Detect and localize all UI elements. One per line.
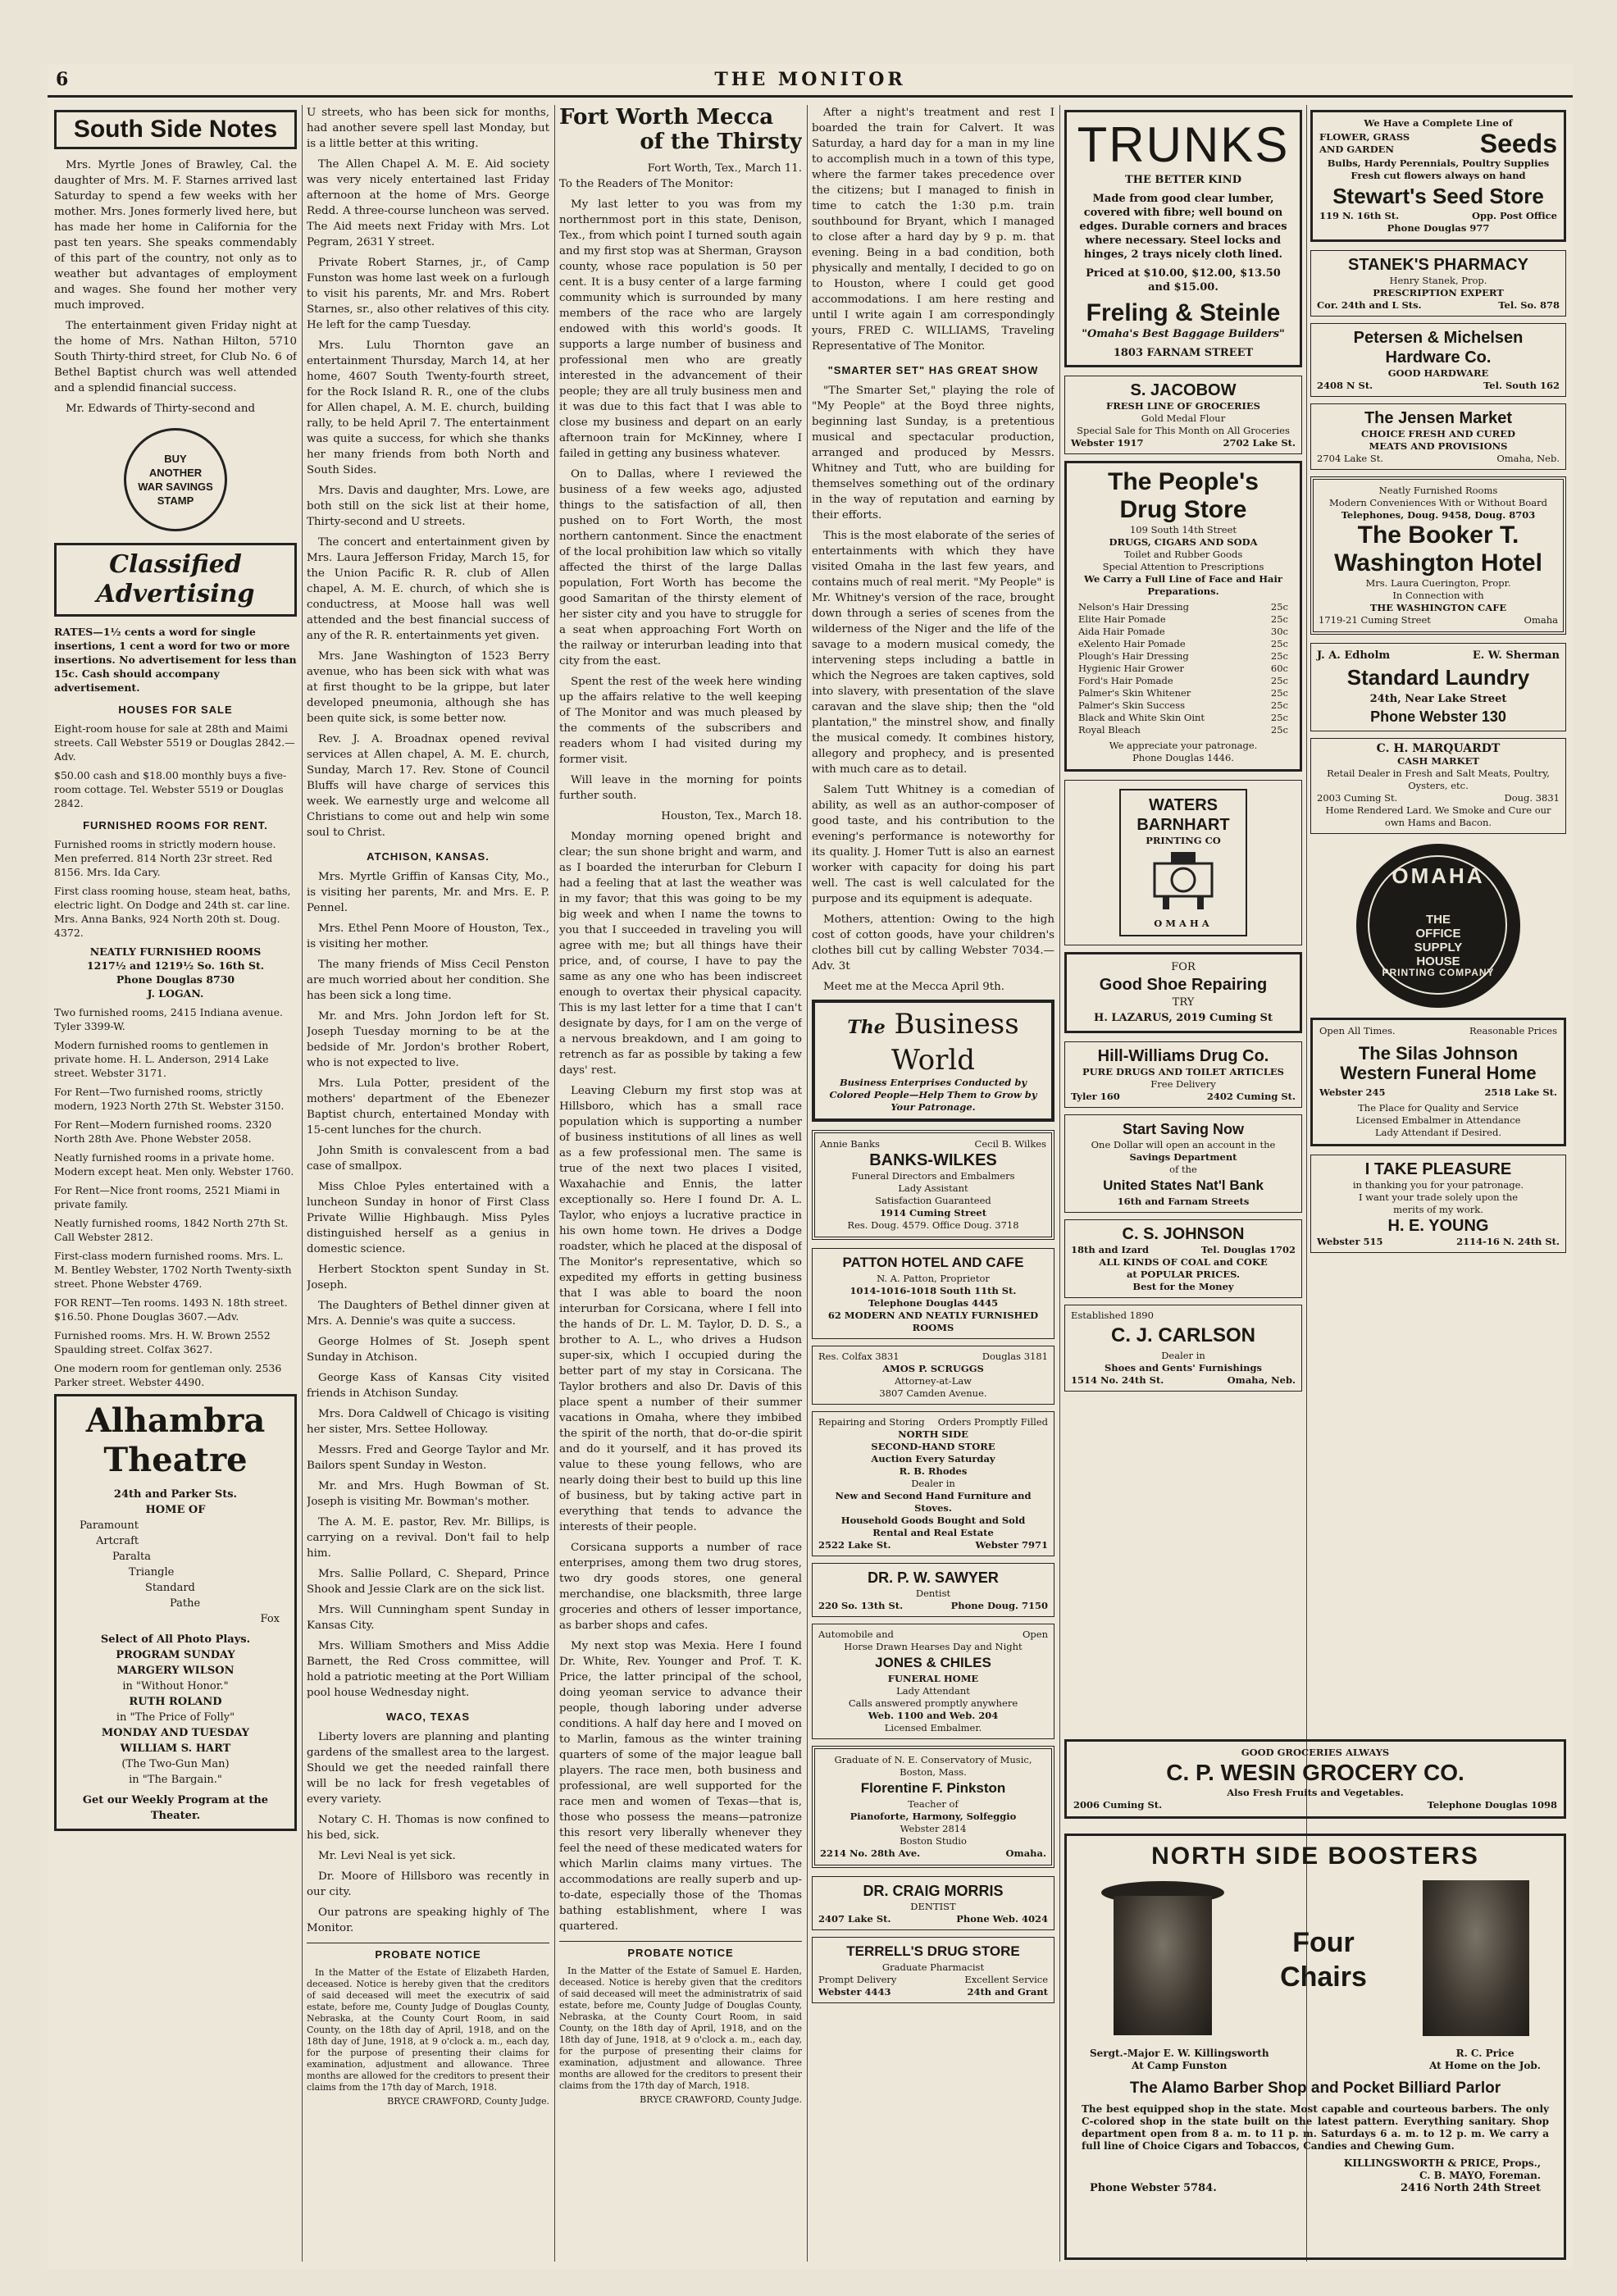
newspaper-title: THE MONITOR: [714, 69, 906, 90]
classified-ad: Furnished rooms in strictly modern house. Men preferred. 814 North 23r street. Red 8156. Mrs. Ida Cary.: [54, 838, 276, 878]
pinkston-music-teacher-ad: Graduate of N. E. Conservatory of Music, Boston, Mass. Florentine F. Pinkston Teacher of Pianoforte, Harmony, Solfeggio Webster 2814 Boston Studio 2214 No. 28th Ave. Omaha.: [812, 1746, 1054, 1868]
probate-notice-heading: PROBATE NOTICE: [627, 1947, 734, 1959]
marquardt-cash-market-ad: C. H. MARQUARDT CASH MARKET Retail Dealer in Fresh and Salt Meats, Poultry, Oysters, etc. 2003 Cuming St. Doug. 3831 Home Rendered Lard. We Smoke and Cure our own Hams and Bacon.: [1310, 738, 1566, 834]
petersen-michelsen-hardware-ad: Petersen & Michelsen Hardware Co. GOOD HARDWARE 2408 N St. Tel. South 162: [1310, 323, 1566, 397]
article-paragraph: Leaving Cleburn my first stop was at Hillsboro, which has a small race population which is supporting a number of business institutions of all lines as well as a few professional men. The same is true of the next two places I visited, Waxahachie and Ennis, the latter exceptionally so. Here I found Dr. A. L. Taylor, who enjoys a lucrative practice in his own home town. He drives a Dodge roadster, which he placed at the disposal of The Monitor's representative, which so expedited my efforts in getting business that I was able to board the noon interurban for Corsicana, where I fell into the hands of Dr. L. M. Taylor, D. D. S., a brother to A. L., who drives a Hudson super-six, which I occupied during the better part of my stay in Corsicana. The Taylor brothers and also Dr. Davis of this place spent a number of their summer vacations in Omaha, where they imbibed the spirit of the north, that do-or-die spirit and do it yourself, and it has proved its value to these young fellows, who are nearly doing their best to build up this line of business, but by taking active part in everything that tends to advance the interests of their people.: [559, 1085, 802, 1533]
dateline: Houston, Tex., March 18.: [661, 810, 802, 822]
jones-chiles-funeral-home-ad: Automobile and Open Horse Drawn Hearses Day and Night JONES & CHILES FUNERAL HOME Lady Attendant Calls answered promptly anywhere Web. 1100 and Web. 204 Licensed Embalmer.: [812, 1624, 1054, 1739]
article-paragraph: Mrs. Dora Caldwell of Chicago is visiting her sister, Mrs. Settee Holloway.: [307, 1408, 549, 1436]
killingsworth-portrait: [1101, 1881, 1224, 2039]
article-paragraph: Mrs. Davis and daughter, Mrs. Lowe, are both still on the sick list at their home, Thirty-second and U streets.: [307, 485, 549, 528]
article-paragraph: The Daughters of Bethel dinner given at Mrs. A. Dennie's was quite a success.: [307, 1300, 549, 1328]
south-side-notes-heading: South Side Notes: [54, 110, 297, 149]
classified-ad: Two furnished rooms, 2415 Indiana avenue. Tyler 3399-W.: [54, 1006, 283, 1032]
article-paragraph: Miss Chloe Pyles entertained with a luncheon Sunday in honor of First Class Private Willie Highbaugh. Miss Pyles distinguished herself as a genius in domestic science.: [307, 1181, 549, 1255]
article-paragraph: Our patrons are speaking highly of The Monitor.: [307, 1906, 549, 1934]
classified-ad: Neatly furnished rooms in a private home. Modern except heat. Men only. Webster 1760.: [54, 1151, 294, 1178]
article-paragraph: George Kass of Kansas City visited friends in Atchison Sunday.: [307, 1372, 549, 1400]
column-2: [307, 105, 549, 2262]
article-paragraph: Mrs. Ethel Penn Moore of Houston, Tex., is visiting her mother.: [307, 922, 549, 950]
north-side-second-hand-store-ad: Repairing and Storing Orders Promptly Filled NORTH SIDE SECOND-HAND STORE Auction Every Saturday R. B. Rhodes Dealer in New and Second Hand Furniture and Stoves. Household Goods Bought and Sold Rental and Real Estate 2522 Lake St. Webster 7971: [812, 1411, 1054, 1556]
classified-ad: For Rent—Two furnished rooms, strictly modern, 1923 North 27th St. Webster 3150.: [54, 1086, 285, 1112]
article-paragraph: Mr. Edwards of Thirty-second and: [66, 403, 256, 415]
section-heading: FURNISHED ROOMS FOR RENT.: [83, 819, 268, 831]
price-portrait: [1423, 1880, 1529, 2039]
classified-ad: Modern furnished rooms to gentlemen in private home. H. L. Anderson, 2914 Lake street. Webster 3171.: [54, 1039, 269, 1079]
classified-ad: Eight-room house for sale at 28th and Maimi streets. Call Webster 5519 or Douglas 2842.—Adv.: [54, 722, 295, 763]
staneks-pharmacy-ad: STANEK'S PHARMACY Henry Stanek, Prop. PRESCRIPTION EXPERT Cor. 24th and L Sts. Tel. So. 878: [1310, 250, 1566, 317]
section-heading: HOUSES FOR SALE: [118, 704, 233, 716]
article-paragraph: Mrs. Myrtle Jones of Brawley, Cal. the daughter of Mrs. M. F. Starnes arrived last Saturday to spend a few weeks with her mother. Mrs. Jones formerly lived here, but has made her home in California for the past ten years. She speaks commendably of this part of the country, not only as to weather but advantages of employment and wages. She found her mother very much improved.: [54, 159, 297, 312]
article-paragraph: Monday morning opened bright and clear; the sun shone bright and warm, and as I boarded the interurban for Cleburn I had a feeling that at last the weather was in my favor; that this was going to be my big week and when I name the towns to you that I succeeded in traveling you will agree with me; but all things have their price, and, of course, I have to pay the same as any one who has been indiscreet enough to overtax their physical capacity. This is my last letter for a time that I can't designate by days, for I am on the verge of a nervous breakdown, and I am going to retrench as far as possible by taking a few days' rest.: [559, 831, 802, 1077]
article-paragraph: Mrs. Myrtle Griffin of Kansas City, Mo., is visiting her parents, Mr. and Mrs. E. P. Pennel.: [307, 871, 549, 914]
wesin-grocery-ad: GOOD GROCERIES ALWAYS C. P. WESIN GROCERY CO. Also Fresh Fruits and Vegetables. 2006 Cuming St. Telephone Douglas 1098: [1064, 1739, 1566, 1819]
section-heading: "SMARTER SET" HAS GREAT SHOW: [827, 364, 1039, 376]
list-item: Plough's Hair Dressing 25c: [1078, 650, 1288, 662]
cj-carlson-shoes-ad: Established 1890 C. J. CARLSON Dealer in Shoes and Gents' Furnishings 1514 No. 24th St. Omaha, Neb.: [1064, 1305, 1302, 1392]
article-paragraph: Mrs. Will Cunningham spent Sunday in Kansas City.: [307, 1604, 549, 1632]
article-paragraph: George Holmes of St. Joseph spent Sunday in Atchison.: [307, 1336, 549, 1364]
article-paragraph: Liberty lovers are planning and planting gardens of the smallest area to the largest. Should we get the needed rainfall there will be no lack for fresh vegetables of every variety.: [307, 1731, 549, 1806]
salutation: To the Readers of The Monitor:: [559, 178, 734, 190]
article-paragraph: The A. M. E. pastor, Rev. Mr. Billips, is carrying on a revival. Don't fail to help him.: [307, 1516, 549, 1560]
north-side-boosters-ad: NORTH SIDE BOOSTERS Four Chairs Sergt.-Major E. W. Killingsworth At Camp Funston R. C. Price At Home on the Job. The Alamo Barber Shop and Pocket Billiard Parlor The best equipped shop in the state. Most capable and courteous barbers. The only C-colored shop in the state built on the latest pattern. Everything sanitary. Shop department open from 8 a. m. to 11 p. m. Saturdays 6 a. m. to 12 p. m. We carry a full line of Choice Cigars and Tobaccos, Candies and Chewing Gum. KILLINGSWORTH & PRICE, Props., C. B. MAYO, Foreman. Phone Webster 5784. 2416 North 24th Street: [1064, 1834, 1566, 2260]
probate-signature: BRYCE CRAWFORD, County Judge.: [640, 2094, 802, 2105]
printing-press-icon: [1146, 847, 1220, 913]
article-paragraph: Mr. and Mrs. John Jordon left for St. Joseph Tuesday morning to be at the bedside of Mr. Jordon's brother Robert, who is not expected to live.: [307, 1010, 549, 1069]
article-paragraph: On to Dallas, where I reviewed the business of a few weeks ago, adjusted things to the satisfaction of all, then pushed on to Fort Worth, the most northern cantonment. Since the enactment of the local prohibition law which so vitally affected the thirst of the large Dallas population, Fort Worth has become the good Samaritan of the thirsty element of her sister city and you have to struggle for a seat when approaching Fort Worth on the railway or interurban leading into that city from the east.: [559, 468, 802, 667]
business-world-header: The Business World Business Enterprises Conducted by Colored People—Help Them to Grow by Your Patronage.: [812, 1000, 1054, 1122]
classified-rates: RATES—1½ cents a word for single insertions, 1 cent a word for two or more insertions. No advertisement for less than 15c. Cash should accompany advertisement.: [54, 626, 297, 694]
article-paragraph: Mrs. William Smothers and Miss Addie Barnett, the Red Cross committee, will hold a patriotic meeting at the Port William pool house Wednesday night.: [307, 1640, 549, 1699]
portrait-photo: [1114, 1896, 1212, 2035]
article-paragraph: Mr. and Mrs. Hugh Bowman of St. Joseph is visiting Mr. Bowman's mother.: [307, 1480, 549, 1508]
column-rule: [302, 105, 303, 2262]
article-paragraph: Herbert Stockton spent Sunday in St. Joseph.: [307, 1264, 549, 1292]
article-paragraph: The entertainment given Friday night at the home of Mrs. Nathan Hilton, 5710 South Thirty-third street, for Club No. 6 of Bethel Baptist church was well attended and a splendid financial success.: [54, 320, 297, 394]
article-paragraph: Will leave in the morning for points further south.: [559, 774, 802, 802]
article-paragraph: Mrs. Lula Potter, president of the mothers' department of the Ebenezer Baptist church, entertained Monday with 15-cent lunches for the church.: [307, 1077, 549, 1137]
trunks-ad: TRUNKS THE BETTER KIND Made from good clear lumber, covered with fibre; well bound on edges. Durable corners and braces where necessary. Steel locks and hinges, 2 trays nicely cloth lined. Priced at $10.00, $12.00, $13.50 and $15.00. Freling & Steinle "Omaha's Best Baggage Builders" 1803 FARNAM STREET: [1064, 110, 1302, 367]
section-heading: WACO, TEXAS: [385, 1711, 470, 1723]
dateline: Fort Worth, Tex., March 11.: [647, 162, 802, 175]
cs-johnson-coal-ad: C. S. JOHNSON 18th and Izard Tel. Douglas 1702 ALL KINDS OF COAL and COKE at POPULAR PRICES. Best for the Money: [1064, 1219, 1302, 1298]
classified-ad: For Rent—Nice front rooms, 2521 Miami in private family.: [54, 1184, 280, 1210]
jacobow-groceries-ad: S. JACOBOW FRESH LINE OF GROCERIES Gold Medal Flour Special Sale for This Month on All Groceries Webster 1917 2702 Lake St.: [1064, 376, 1302, 454]
classified-ad: One modern room for gentleman only. 2536 Parker street. Webster 4490.: [54, 1362, 282, 1388]
article-paragraph: The concert and entertainment given by Mrs. Laura Jefferson Friday, March 15, for the Union Pacific R. R. club of Allen chapel, A. M. E. church, of which she is conductress, at Moose hall was well attended and the best financial success of any of the R. R. entertainments yet given.: [307, 536, 549, 642]
booker-t-washington-hotel-ad: Neatly Furnished Rooms Modern Conveniences With or Without Board Telephones, Doug. 9458, Doug. 8703 The Booker T. Washington Hotel Mrs. Laura Cuerington, Propr. In Connection with THE WASHINGTON CAFE 1719-21 Cuming Street Omaha: [1310, 476, 1566, 635]
column-6: [1310, 105, 1566, 1737]
article-paragraph: John Smith is convalescent from a bad case of smallpox.: [307, 1145, 549, 1173]
column-rule: [554, 105, 555, 2262]
probate-notice-heading: PROBATE NOTICE: [375, 1948, 481, 1961]
article-paragraph: My next stop was Mexia. Here I found Dr. White, Rev. Younger and Prof. T. K. Price, the latter principal of the school, doing yeoman service to advance their people, though laboring under adverse conditions. A half day here and I moved on to Marlin, famous as the winter training quarters of some of the major league ball players. The race men, both business and professional, are well supported for the race men and women of Texas—that is, those who possess the means—patronize this resort very liberally whenever they feel the need of these medicated waters for which Marlin claims many virtues. The accommodations are really superb and up-to-date, especially those of the Thomas bathing establishment, where I was quartered.: [559, 1640, 802, 1933]
lazarus-shoe-repair-ad: FOR Good Shoe Repairing TRY H. LAZARUS, 2019 Cuming St: [1064, 952, 1302, 1033]
article-paragraph: "The Smarter Set," playing the role of "My People" at the Boyd three nights, beginning last Sunday, is a pretentious musical and spectacular production, arranged and produced by Messrs. Whitney and Tutt, who are building for themselves something out of the ordinary in the way of reputation and earning by their efforts.: [812, 385, 1054, 522]
price-list: [1078, 601, 1288, 736]
article-paragraph: Mr. Levi Neal is yet sick.: [318, 1850, 456, 1862]
article-paragraph: Meet me at the Mecca April 9th.: [823, 981, 1005, 993]
article-paragraph: Mrs. Lulu Thornton gave an entertainment Thursday, March 14, at her home, 4607 South Twenty-fourth street, for the Rock Island R. R., one of the clubs for Allen chapel, A. M. E. church, building rally, to be held April 7. The entertainment was quite a success, for which she thanks her many friends from both North and South Sides.: [307, 339, 549, 476]
list-item: Ford's Hair Pomade 25c: [1078, 675, 1288, 686]
probate-signature: BRYCE CRAWFORD, County Judge.: [387, 2096, 549, 2107]
dr-craig-morris-ad: DR. CRAIG MORRIS DENTIST 2407 Lake St. Phone Web. 4024: [812, 1876, 1054, 1930]
banks-wilkes-ad: Annie Banks Cecil B. Wilkes BANKS-WILKES Funeral Directors and Embalmers Lady Assistant Satisfaction Guaranteed 1914 Cuming Street Res. Doug. 4579. Office Doug. 3718: [812, 1130, 1054, 1240]
stewarts-seed-store-ad: We Have a Complete Line of FLOWER, GRASS AND GARDEN Seeds Bulbs, Hardy Perennials, Poultry Supplies Fresh cut flowers always on hand Stewart's Seed Store 119 N. 16th St. Opp. Post Office Phone Douglas 977: [1310, 110, 1566, 242]
probate-notice: In the Matter of the Estate of Samuel E. Harden, deceased. Notice is hereby given that the creditors of said deceased will meet the administratrix of said estate, before me, County Judge of Douglas County, Nebraska, at the County Court Room, in said County, on the 18th day of April, 1918, and on the 18th day of June, 1918, at 9 o'clock a. m., each day, for the purpose of presenting their claims for examination, adjustment and allowance. Three months are allowed for the creditors to present their claims from the 17th day of March, 1918.: [559, 1966, 802, 2091]
article-paragraph: The many friends of Miss Cecil Penston are much worried about her condition. She has been sick a long time.: [307, 959, 549, 1002]
terrells-drug-store-ad: TERRELL'S DRUG STORE Graduate Pharmacist Prompt Delivery Excellent Service Webster 4443 24th and Grant: [812, 1937, 1054, 2003]
portrait-photo: [1423, 1880, 1529, 2036]
list-item: Royal Bleach 25c: [1078, 724, 1288, 736]
us-national-bank-ad: Start Saving Now One Dollar will open an account in the Savings Department of the United States Nat'l Bank 16th and Farnam Streets: [1064, 1114, 1302, 1213]
list-item: eXelento Hair Pomade 25c: [1078, 638, 1288, 649]
peoples-drug-store-ad: The People's Drug Store 109 South 14th Street DRUGS, CIGARS AND SODA Toilet and Rubber Goods Special Attention to Prescriptions We Carry a Full Line of Face and Hair Preparations. Nelson's Hair Dressing 25c Elite Hair Pomade 25c Aida Hair Pomade 30c eXelento Hair Pomade 25c Plough's Hair Dressing 25c Hygienic Hair Grower 60c Ford's Hair Pomade 25c Palmer's Skin Whitener 25c Palmer's Skin Success 25c Black and White Skin Oint 25c Royal Bleach 25c We appreciate your patronage. Phone Douglas 1446.: [1064, 461, 1302, 772]
classified-ad: Furnished rooms. Mrs. H. W. Brown 2552 Spaulding street. Colfax 3627.: [54, 1329, 271, 1355]
list-item: Palmer's Skin Success 25c: [1078, 699, 1288, 711]
headline: Fort Worth Mecca of the Thirsty: [559, 105, 802, 154]
masthead-rule: [48, 95, 1573, 98]
omaha-printing-company-seal: OMAHA THE OFFICE SUPPLY HOUSE PRINTING COMPANY: [1356, 844, 1520, 1008]
list-item: Nelson's Hair Dressing 25c: [1078, 601, 1288, 613]
probate-notice: In the Matter of the Estate of Elizabeth Harden, deceased. Notice is hereby given that the creditors of said deceased will meet the executrix of said estate, before me, County Judge of Douglas County, Nebraska, at the County Court Room, in said County, on the 18th day of April, 1918, and on the 18th day of June, 1918, at 9 o'clock a. m., each day, for the purpose of presenting their claims for examination, adjustment and allowance. Three months are allowed for the creditors to present their claims from the 17th day of March, 1918.: [307, 1967, 549, 2093]
classified-ad: First-class modern furnished rooms. Mrs. L. M. Bentley Webster, 1702 North Twenty-sixth street. Phone Webster 4769.: [54, 1250, 292, 1290]
list-item: Aida Hair Pomade 30c: [1078, 626, 1288, 637]
classified-ad: FOR RENT—Ten rooms. 1493 N. 18th street. $16.50. Phone Douglas 3607.—Adv.: [54, 1296, 288, 1323]
column-rule: [807, 105, 808, 2262]
list-item: Hygienic Hair Grower 60c: [1078, 663, 1288, 674]
article-paragraph: Messrs. Fred and George Taylor and Mr. Bailors spent Sunday in Weston.: [307, 1444, 549, 1472]
article-paragraph: This is the most elaborate of the series of entertainments with which they have visited Omaha in the last few years, and contains much of real merit. "My People" is Mr. Whitney's version of the race, brought down through a series of scenes from the wilderness of the Niger and the life of the savage to a modern musical comedy, the intervening steps including a battle in which the Negroes are taken captives, sold into slavery, with presentation of the slave caravan and the slave ship; then the "old plantation," the minstrel show, and finally the musical comedy. It combines history, allegory and prophecy, and is presented with much care as to detail.: [812, 530, 1054, 776]
classified-ad: First class rooming house, steam heat, baths, electric light. On Dodge and 24th st. car line. Mrs. Anna Banks, 924 North 20th st. Doug. 4372.: [54, 885, 291, 939]
column-1: [54, 105, 297, 2262]
article-paragraph: Corsicana supports a number of race enterprises, among them two drug stores, two dry goods stores, one general merchandise, one blacksmith, three large groceries and others of lesser importance, as barber shops and cafes.: [559, 1542, 802, 1632]
masthead: [48, 69, 1573, 93]
article-paragraph: Spent the rest of the week here winding up the affairs relative to the well keeping of The Monitor and was much pleased by the comments of the subscribers and readers whom I had visited during my former visit.: [559, 676, 802, 766]
column-rule: [1059, 105, 1060, 2262]
section-heading: ATCHISON, KANSAS.: [367, 850, 490, 863]
list-item: Palmer's Skin Whitener 25c: [1078, 687, 1288, 699]
classified-advertising-heading: Classified Advertising: [54, 543, 297, 617]
article-paragraph: Private Robert Starnes, jr., of Camp Funston was home last week on a furlough to visit his parents, Mr. and Mrs. Robert Starnes, sr., also other relatives of this city. He left for the camp Tuesday.: [307, 257, 549, 331]
hill-williams-drug-ad: Hill-Williams Drug Co. PURE DRUGS AND TOILET ARTICLES Free Delivery Tyler 160 2402 Cuming St.: [1064, 1041, 1302, 1108]
silas-johnson-funeral-home-ad: Open All Times. Reasonable Prices The Silas Johnson Western Funeral Home Webster 245 2518 Lake St. The Place for Quality and Service Licensed Embalmer in Attendance Lady Attendant if Desired.: [1310, 1018, 1566, 1146]
article-paragraph: Mothers, attention: Owing to the high cost of cotton goods, have your children's clothes bill cut by calling Webster 7034.—Adv. 3t: [812, 913, 1054, 973]
column-3: [559, 105, 802, 2262]
scruggs-attorney-ad: Res. Colfax 3831 Douglas 3181 AMOS P. SCRUGGS Attorney-at-Law 3807 Camden Avenue.: [812, 1346, 1054, 1405]
article-paragraph: U streets, who has been sick for months, had another severe spell last Monday, but is a little better at this writing.: [307, 107, 549, 150]
war-savings-stamp-badge: BUY ANOTHER WAR SAVINGS STAMP: [124, 428, 227, 531]
article-paragraph: After a night's treatment and rest I boarded the train for Calvert. It was Saturday, a hard day for a man in my line to accomplish much in a town of this type, where the farmer takes precedence over the citizens; but I managed to finish in time to catch the 1:30 p.m. train southbound for Bryant, which I managed to close after a hard day by 9 p. m. that evening. Being in a bad condition, both physically and mentally, I decided to go on to Houston, where I could get good accommodations. I am here resting and until I write again I am correspondingly yours, FRED C. WILLIAMS, Traveling Representative of The Monitor.: [812, 107, 1054, 353]
logan-rooms-ad: NEATLY FURNISHED ROOMS 1217½ and 1219½ So. 16th St. Phone Douglas 8730 J. LOGAN.: [86, 945, 265, 1000]
he-young-ad: I TAKE PLEASURE in thanking you for your patronage. I want your trade solely upon the merits of my work. H. E. YOUNG Webster 515 2114-16 N. 24th St.: [1310, 1155, 1566, 1253]
standard-laundry-ad: J. A. Edholm E. W. Sherman Standard Laundry 24th, Near Lake Street Phone Webster 130: [1310, 643, 1566, 731]
article-paragraph: Mrs. Sallie Pollard, C. Shepard, Prince Shook and Jessie Clark are on the sick list.: [307, 1568, 549, 1596]
patton-hotel-ad: PATTON HOTEL AND CAFE N. A. Patton, Proprietor 1014-1016-1018 South 11th St. Telephone Douglas 4445 62 MODERN AND NEATLY FURNISHED ROOMS: [812, 1248, 1054, 1339]
article-paragraph: Dr. Moore of Hillsboro was recently in our city.: [307, 1870, 549, 1898]
list-item: Black and White Skin Oint 25c: [1078, 712, 1288, 723]
page-number: 6: [56, 69, 69, 90]
newspaper-page: [48, 64, 1573, 2270]
classified-ad: Neatly furnished rooms, 1842 North 27th St. Call Webster 2812.: [54, 1217, 289, 1243]
jensen-market-ad: The Jensen Market CHOICE FRESH AND CURED MEATS AND PROVISIONS 2704 Lake St. Omaha, Neb.: [1310, 403, 1566, 470]
article-paragraph: Salem Tutt Whitney is a comedian of ability, as well as an author-composer of good taste, and his contribution to the evening's performance is noteworthy for its quality. J. Homer Tutt is also an earnest worker with capacity for doing his part well. The cast is well calculated for the purpose and its equipment is adequate.: [812, 784, 1054, 905]
article-paragraph: Notary C. H. Thomas is now confined to his bed, sick.: [307, 1814, 549, 1842]
classified-ad: For Rent—Modern furnished rooms. 2320 North 28th Ave. Phone Webster 2058.: [54, 1118, 272, 1145]
list-item: Elite Hair Pomade 25c: [1078, 613, 1288, 625]
article-paragraph: Rev. J. A. Broadnax opened revival services at Allen chapel, A. M. E. church, Sunday, March 17. Rev. Stone of Council Bluffs will have charge of services this week. We earnestly urge and welcome all Christians to come out and help win some soul to Christ.: [307, 733, 549, 839]
column-4: [812, 105, 1054, 2262]
classified-ad: $50.00 cash and $18.00 monthly buys a five-room cottage. Tel. Webster 5519 or Douglas 2842.: [54, 769, 287, 809]
alhambra-theatre-ad: Alhambra Theatre 24th and Parker Sts. HOME OF Paramount Artcraft Paralta Triangle Standard Pathe Fox Select of All Photo Plays. PROGRAM SUNDAY MARGERY WILSON in "Without Honor." RUTH ROLAND in "The Price of Folly" MONDAY AND TUESDAY WILLIAM S. HART (The Two-Gun Man) in "The Bargain." Get our Weekly Program at the Theater.: [54, 1394, 297, 1831]
article-paragraph: The Allen Chapel A. M. E. Aid society was very nicely entertained last Friday afternoon at the home of Mrs. George Redd. A three-course luncheon was served. The Aid meets next Friday with Mrs. Lot Pegram, 2631 Y street.: [307, 158, 549, 248]
article-paragraph: Mrs. Jane Washington of 1523 Berry avenue, who has been sick with what was at first thought to be la grippe, but later developed pneumonia, although she has been quite sick, is some better now.: [307, 650, 549, 725]
dr-sawyer-ad: DR. P. W. SAWYER Dentist 220 So. 13th St. Phone Doug. 7150: [812, 1563, 1054, 1617]
article-paragraph: My last letter to you was from my northernmost port in this state, Denison, Tex., from which point I turned south again and my first stop was at Sherman, Grayson county, whose race population is 50 per cent. It is a busy center of a large farming community which is surrounded by many members of the race who are largely endowed with this world's goods. It supports a large number of business and professional men who are greatly interested in the advancement of their people; they are all truly business men and it was due to this fact that I was able to close my business and depart on an early afternoon train for McKinney, where I failed in getting any business whatever.: [559, 198, 802, 460]
waters-barnhart-printing-ad: WATERS BARNHART PRINTING CO OMAHA: [1064, 780, 1302, 945]
